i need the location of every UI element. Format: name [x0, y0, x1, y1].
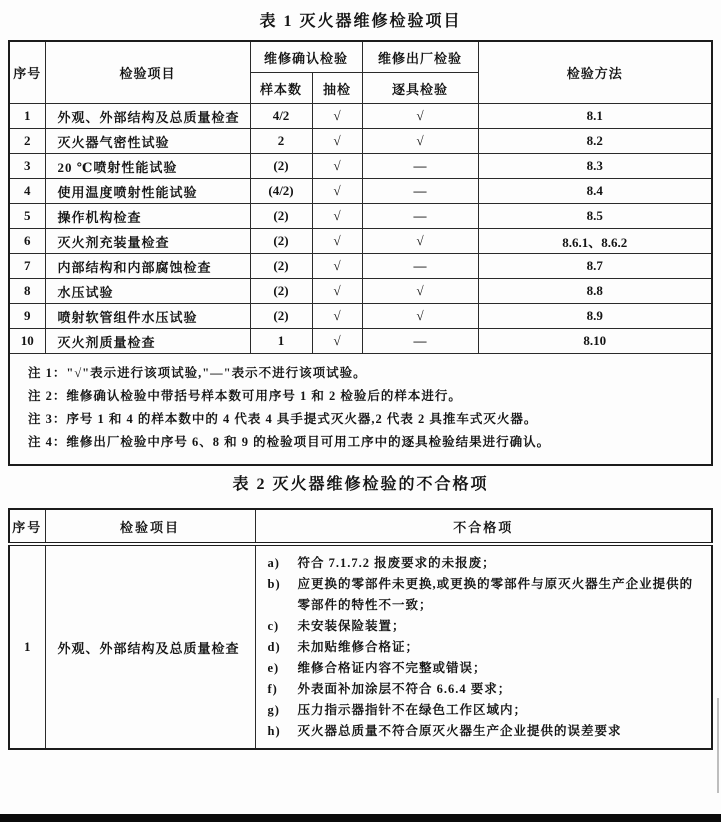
- defect-item: [268, 574, 702, 616]
- cell-no: 6: [9, 229, 45, 254]
- cell-sample: (2): [250, 279, 312, 304]
- table2-nonconforming-items: [8, 508, 713, 750]
- cell-spot: √: [312, 229, 362, 254]
- cell-spot: √: [312, 104, 362, 129]
- cell-item: 灭火剂充装量检查: [45, 229, 250, 254]
- t1-header-group-confirm: 维修确认检验: [250, 41, 362, 73]
- cell-each: —: [362, 204, 478, 229]
- defect-item: [268, 637, 702, 658]
- cell-sample: (2): [250, 154, 312, 179]
- table-row: [9, 329, 712, 354]
- cell-sample: (2): [250, 204, 312, 229]
- table1-notes: [9, 354, 712, 466]
- cell-item: 外观、外部结构及总质量检查: [45, 544, 255, 749]
- defect-text: 未安装保险装置；: [297, 619, 406, 633]
- defect-item: [268, 658, 702, 679]
- cell-each: —: [362, 254, 478, 279]
- table-row: [9, 179, 712, 204]
- table1-maintenance-inspection-items: [8, 40, 713, 466]
- cell-each: —: [362, 154, 478, 179]
- cell-each: —: [362, 329, 478, 354]
- note-line-1: 注 1："√"表示进行该项试验,"—"表示不进行该项试验。: [28, 366, 367, 380]
- note-line-2: 注 2：维修确认检验中带括号样本数可用序号 1 和 2 检验后的样本进行。: [28, 389, 462, 403]
- cell-method: 8.2: [478, 129, 712, 154]
- defect-key: g): [267, 703, 280, 717]
- cell-item: 水压试验: [45, 279, 250, 304]
- cell-each: —: [362, 179, 478, 204]
- cell-method: 8.3: [478, 154, 712, 179]
- defect-item: [268, 679, 702, 700]
- cell-method: 8.6.1、8.6.2: [478, 229, 712, 254]
- defect-text: 应更换的零部件未更换,或更换的零部件与原灭火器生产企业提供的零部件的特性不一致；: [297, 577, 694, 612]
- defect-item: [268, 721, 702, 742]
- defect-text: 维修合格证内容不完整或错误；: [297, 661, 487, 675]
- cell-each: √: [362, 229, 478, 254]
- cell-item: 20 ℃喷射性能试验: [45, 154, 250, 179]
- cell-method: 8.10: [478, 329, 712, 354]
- defect-key: h): [267, 724, 281, 738]
- cell-sample: (2): [250, 254, 312, 279]
- cell-no: 1: [9, 544, 45, 749]
- cell-no: 7: [9, 254, 45, 279]
- defect-item: [268, 616, 702, 637]
- page-edge-shadow: [717, 698, 719, 793]
- cell-method: 8.4: [478, 179, 712, 204]
- defect-text: 压力指示器指针不在绿色工作区域内；: [297, 703, 528, 717]
- cell-spot: √: [312, 254, 362, 279]
- cell-each: √: [362, 304, 478, 329]
- t1-header-group-factory: 维修出厂检验: [362, 41, 478, 73]
- defect-key: f): [267, 682, 278, 696]
- note-line-3: 注 3：序号 1 和 4 的样本数中的 4 代表 4 具手提式灭火器,2 代表 2 具推车式灭火器。: [28, 412, 538, 426]
- cell-method: 8.5: [478, 204, 712, 229]
- t1-header-spot: 抽检: [312, 73, 362, 104]
- defect-key: b): [267, 577, 281, 591]
- cell-sample: (2): [250, 304, 312, 329]
- cell-no: 5: [9, 204, 45, 229]
- defect-text: 灭火器总质量不符合原灭火器生产企业提供的误差要求: [297, 724, 622, 738]
- t1-header-no: 序号: [9, 41, 45, 104]
- cell-each: √: [362, 129, 478, 154]
- t2-header-item: 检验项目: [45, 509, 255, 544]
- note-line-4: 注 4：维修出厂检验中序号 6、8 和 9 的检验项目可用工序中的逐具检验结果进行确认。: [28, 435, 551, 449]
- cell-spot: √: [312, 129, 362, 154]
- defect-item: [268, 700, 702, 721]
- cell-item: 灭火器气密性试验: [45, 129, 250, 154]
- table-row: [9, 229, 712, 254]
- cell-method: 8.7: [478, 254, 712, 279]
- cell-item: 内部结构和内部腐蚀检查: [45, 254, 250, 279]
- cell-item: 操作机构检查: [45, 204, 250, 229]
- defect-key: c): [267, 619, 280, 633]
- cell-sample: 2: [250, 129, 312, 154]
- table-row: [9, 104, 712, 129]
- defect-text: 符合 7.1.7.2 报废要求的未报废；: [297, 556, 496, 570]
- notes-row: [9, 354, 712, 466]
- table-row: [9, 304, 712, 329]
- cell-item: 外观、外部结构及总质量检查: [45, 104, 250, 129]
- defect-text: 未加贴维修合格证；: [297, 640, 420, 654]
- cell-spot: √: [312, 179, 362, 204]
- t1-header-each: 逐具检验: [362, 73, 478, 104]
- table-row: [9, 544, 712, 749]
- cell-no: 3: [9, 154, 45, 179]
- cell-spot: √: [312, 204, 362, 229]
- cell-spot: √: [312, 279, 362, 304]
- cell-sample: (2): [250, 229, 312, 254]
- cell-no: 9: [9, 304, 45, 329]
- cell-spot: √: [312, 304, 362, 329]
- bottom-scan-bar: [0, 814, 721, 822]
- defect-text: 外表面补加涂层不符合 6.6.4 要求；: [297, 682, 512, 696]
- cell-sample: (4/2): [250, 179, 312, 204]
- cell-defects: [255, 544, 712, 749]
- cell-method: 8.8: [478, 279, 712, 304]
- cell-each: √: [362, 279, 478, 304]
- cell-each: √: [362, 104, 478, 129]
- table-row: [9, 254, 712, 279]
- cell-spot: √: [312, 154, 362, 179]
- cell-no: 10: [9, 329, 45, 354]
- table1-title: 表 1 灭火器维修检验项目: [259, 13, 462, 30]
- cell-item: 使用温度喷射性能试验: [45, 179, 250, 204]
- cell-sample: 1: [250, 329, 312, 354]
- t1-header-sample: 样本数: [250, 73, 312, 104]
- t2-header-no: 序号: [9, 509, 45, 544]
- cell-sample: 4/2: [250, 104, 312, 129]
- table2-title: 表 2 灭火器维修检验的不合格项: [232, 476, 489, 493]
- cell-method: 8.9: [478, 304, 712, 329]
- table-row: [9, 129, 712, 154]
- t1-header-method: 检验方法: [478, 41, 712, 104]
- cell-item: 喷射软管组件水压试验: [45, 304, 250, 329]
- cell-item: 灭火剂质量检查: [45, 329, 250, 354]
- t2-header-defect: 不合格项: [255, 509, 712, 544]
- defect-key: d): [267, 640, 281, 654]
- defect-item: [268, 553, 702, 574]
- table-row: [9, 154, 712, 179]
- defect-key: e): [267, 661, 280, 675]
- cell-no: 2: [9, 129, 45, 154]
- cell-no: 8: [9, 279, 45, 304]
- cell-no: 1: [9, 104, 45, 129]
- table-row: [9, 204, 712, 229]
- defect-key: a): [267, 556, 280, 570]
- cell-no: 4: [9, 179, 45, 204]
- cell-method: 8.1: [478, 104, 712, 129]
- cell-spot: √: [312, 329, 362, 354]
- t1-header-item: 检验项目: [45, 41, 250, 104]
- table-row: [9, 279, 712, 304]
